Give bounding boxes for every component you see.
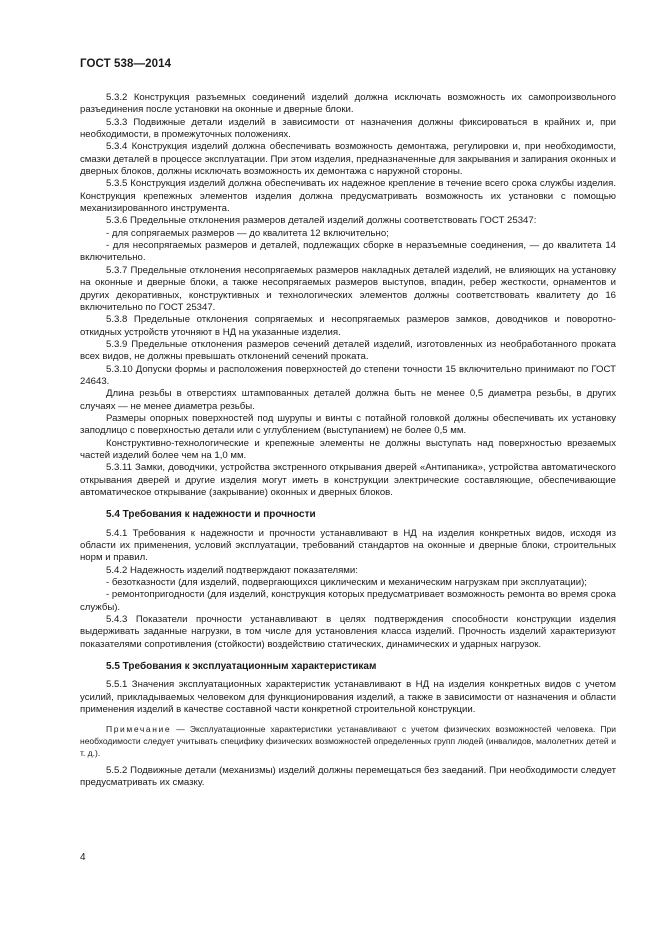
document-body <box>80 92 616 789</box>
paragraph-thread-length: Длина резьбы в отверстиях штампованных деталей должна быть не менее 0,5 диаметра резьбы, в других случаях — не менее диаметра резьбы. <box>80 388 616 412</box>
note <box>80 723 616 759</box>
paragraph-5-3-8: 5.3.8 Предельные отклонения сопрягаемых и несопрягаемых размеров замков, доводчиков и поворотно-откидных устройств уточняют в НД на указанные изделия. <box>80 314 616 338</box>
paragraph-5-3-9: 5.3.9 Предельные отклонения размеров сечений деталей изделий, изготовленных из необработанного проката всех видов, не должны превышать отклонений сечений проката. <box>80 338 616 363</box>
paragraph-5-3-6: 5.3.6 Предельные отклонения размеров деталей изделий должны соответствовать ГОСТ 25347: <box>106 215 537 227</box>
paragraph-5-3-7: 5.3.7 Предельные отклонения несопрягаемых размеров накладных деталей изделий, не влияющих на установку на оконные и дверные блоки, а также несопрягаемых размеров выступов, впадин, ребер жесткости, орнаментов и других декоративных, конструктивных и технологических элементов должны соответствовать квалитету до 16 включительно по ГОСТ 25347. <box>80 264 616 313</box>
section-heading-5-5: 5.5 Требования к эксплуатационным характеристикам <box>106 661 377 673</box>
note-label: Примечание <box>106 723 172 734</box>
paragraph-5-4-2: 5.4.2 Надежность изделий подтверждают показателями: <box>106 564 358 576</box>
paragraph-5-4-3: 5.4.3 Показатели прочности устанавливают в целях подтверждения способности конструкции изделия выдерживать заданные нагрузки, в том числе для установления класса изделий. Прочность изделий характеризуют показателями сопротивления (стойкости) воздействию статических, динамических и ударных нагрузок. <box>80 614 616 650</box>
paragraph-5-5-2: 5.5.2 Подвижные детали (механизмы) изделий должны перемещаться без заеданий. При необходимости следует предусматривать их смазку. <box>80 764 616 788</box>
note-text: — Эксплуатационные характеристики устанавливают с учетом физических возможностей человека. При необходимости следует учитывать специфику физических возможностей определенных групп людей (инвалидов, малолетних детей и т. д.). <box>80 723 616 758</box>
paragraph-5-3-5: 5.3.5 Конструкция изделий должна обеспечивать их надежное крепление в течение всего срока службы изделия. Конструкция крепежных элементов изделия должна предусматривать возможность их установки с помощью механизированного инструмента. <box>80 178 616 215</box>
section-heading-5-4: 5.4 Требования к надежности и прочности <box>106 509 316 521</box>
page-number: 4 <box>80 852 86 863</box>
paragraph-5-3-10: 5.3.10 Допуски формы и расположения поверхностей до степени точности 15 включительно принимают по ГОСТ 24643. <box>80 363 616 387</box>
list-item-repairability: - ремонтопригодности (для изделий, конструкция которых предусматривает возможность ремонта во время срока службы). <box>80 589 616 613</box>
paragraph-5-5-1: 5.5.1 Значения эксплуатационных характеристик устанавливают в НД на изделия конкретных видов с учетом усилий, прикладываемых человеком для функционирования изделий, а также в зависимости от назначения и области применения изделий в качестве составной части конкретной строительной конструкции. <box>80 679 616 716</box>
paragraph-5-3-4: 5.3.4 Конструкция изделий должна обеспечивать возможность демонтажа, регулировки и, при необходимости, смазки деталей в процессе эксплуатации. При этом изделия, предназначенные для закрывания и запирания оконных и дверных блоков, должны исключать возможность их демонтажа с наружной стороны. <box>80 141 616 178</box>
list-item-reliability: - безотказности (для изделий, подвергающихся циклическим и механическим нагрузкам при эксплуатации); <box>106 577 587 589</box>
paragraph-5-3-2: 5.3.2 Конструкция разъемных соединений изделий должна исключать возможность их самопроизвольного разъединения после установки на оконные и дверные блоки. <box>80 92 616 116</box>
paragraph-5-3-3: 5.3.3 Подвижные детали изделий в зависимости от назначения должны фиксироваться в крайних и, при необходимости, в промежуточных положениях. <box>80 116 616 141</box>
paragraph-5-4-1: 5.4.1 Требования к надежности и прочности устанавливают в НД на изделия конкретных видов, исходя из области их применения, условий эксплуатации, требований стандартов на оконные и дверные блоки, строительных норм и правил. <box>80 527 616 564</box>
paragraph-fastening-elements: Конструктивно-технологические и крепежные элементы не должны выступать над поверхностью врезаемых частей изделий более чем на 1,0 мм. <box>80 437 616 461</box>
paragraph-5-3-11: 5.3.11 Замки, доводчики, устройства экстренного открывания дверей «Антипаника», устройства автоматического открывания дверей и другие изделия могут иметь в конструкции электрические составляющие, обеспечивающие автоматическое открывание (закрывание) оконных и дверных блоков. <box>80 462 616 498</box>
paragraph-support-surfaces: Размеры опорных поверхностей под шурупы и винты с потайной головкой должны обеспечивать их установку заподлицо с поверхностью детали или с углублением (выступанием) не более 0,5 мм. <box>80 412 616 437</box>
list-item-mating-sizes: - для сопрягаемых размеров — до квалитета 12 включительно; <box>106 227 389 239</box>
list-item-non-mating-sizes: - для несопрягаемых размеров и деталей, подлежащих сборке в неразъемные соединения, — до квалитета 14 включительно. <box>80 240 616 264</box>
page-header: ГОСТ 538—2014 <box>80 58 172 70</box>
